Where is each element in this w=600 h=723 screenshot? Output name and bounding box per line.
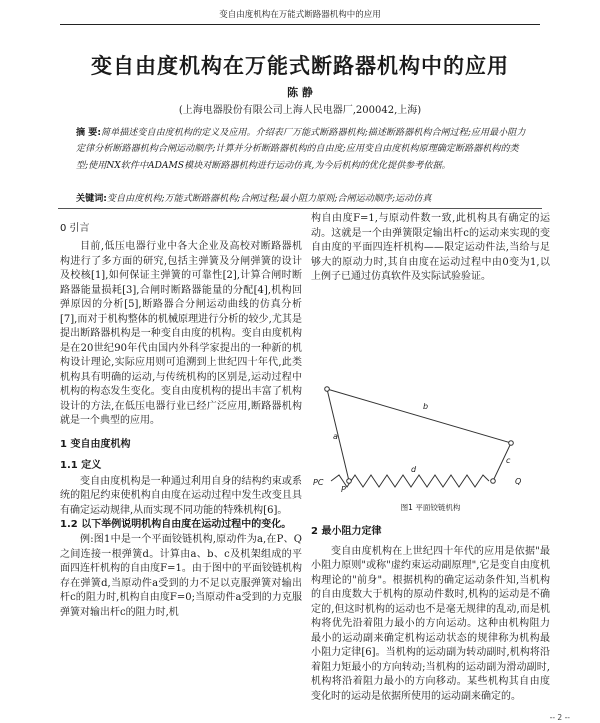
heading-section-1: 1 变自由度机构 [60,438,131,450]
link-b [327,389,511,443]
left-column [60,212,302,620]
label-a: a [333,431,338,441]
abstract-text: 简单描述变自由度机构的定义及应用。介绍表厂万能式断路器机构;描述断路器机构合闸过程;应用最小阻力定律分析断路器机构合闸运动顺序;计算并分析断路器机构的自由度;应用变自由度机构原理确定断路器机构的类型;使用NX软件中ADAMS模块对断路器机构进行运动仿真,为今后机构的优化提供参考依据。 [76,128,526,171]
paper-title: 变自由度机构在万能式断路器机构中的应用 [91,54,509,78]
heading-section-1-2: 1.2 以下举例说明机构自由度在运动过程中的变化。 [60,519,292,530]
definition-paragraph: 变自由度机构是一种通过利用自身的结构约束或系统的阻尼约束使机构自由度在运动过程中发生改变且具有确定运动规律,从而实现不同功能的特殊机构[6]。 [60,475,302,516]
label-pc: PC [313,477,324,487]
author: 陈 静 [287,86,313,99]
label-d: d [411,464,417,474]
linkage-diagram [311,291,550,503]
page-footer: -- 2 -- [549,713,570,722]
keywords [76,192,528,206]
example-paragraph: 例:图1中是一个平面铰链机构,原动件为a,在P、Q之间连接一根弹簧d。计算由a、b、c及机架组成的平面四连杆机构的自由度F=1。由于图中的平面铰链机构存在弹簧d,当原动件a受到的力不足以克服弹簧对输出杆c的阻力时,机构自由度F=0;当原动件a受到的力克服弹簧对输出杆c的阻力时,机 [60,534,302,618]
heading-section-1-1: 1.1 定义 [60,459,102,471]
spring-d [331,475,489,487]
keywords-text: 变自由度机构;万能式断路器机构;合闸过程;最小阻力原则;合闸运动顺序;运动仿真 [106,194,432,204]
label-b: b [423,401,429,411]
heading-section-2: 2 最小阻力定律 [311,525,382,537]
label-c: c [506,455,511,465]
keywords-label: 关键词: [76,194,107,204]
continued-paragraph: 构自由度F=1,与原动件数一致,此机构具有确定的运动。这就是一个由弹簧限定输出杆c的运动来实现的变自由度的平面四连杆机构——限定运动件法,当给与足够大的原动力时,其自由度在运动过程中由0变为1,以上例子已通过仿真软件及实际试验验证。 [311,213,550,282]
figure-caption: 图1 平面铰链机构 [400,502,461,512]
heading-intro: 0 引言 [60,223,90,234]
right-column [311,212,550,704]
pivot-ground-c [491,478,496,483]
pivot-ab [325,386,330,391]
pivot-bc [509,440,514,445]
label-q: Q [515,476,522,486]
abstract [76,125,528,174]
link-a [327,389,349,481]
divider [58,208,542,209]
running-head: 变自由度机构在万能式断路器机构中的应用 [60,8,540,25]
min-resistance-paragraph: 变自由度机构在上世纪四十年代的应用是依据"最小阻力原则"或称"虚约束运动副原理",它是变自由度机构理论的"前身"。根据机构的确定运动条件知,当机构的自由度数大于机构的原动件数时,机构的运动是不确定的,但这时机构的运动也不是毫无规律的乱动,而是机构将优先沿着阻力最小的方向运动。这种由机构阻力最小的运动副来确定机构运动状态的规律称为机构最小阻力定律[6]。当机构的运动副为转动副时,机构将沿着阻力矩最小的方向转动;当机构的运动副为滑动副时,机构将沿着阻力最小的方向移动。某些机构其自由度变化时的运动是依据所使用的运动副来确定的。 [311,545,550,702]
label-p: P [341,484,346,494]
intro-paragraph: 目前,低压电器行业中各大企业及高校对断路器机构进行了多方面的研究,包括主弹簧及分闸弹簧的设计及校核[1],如何保证主弹簧的可靠性[2],计算合闸时断路器能量损耗[3],合闸时断路器能量的分配[4],机构回弹原因的分析[5],断路器合分闸运动曲线的仿真分析[7],而对于机构整体的机械原理进行分析的较少,尤其是提出断路器机构是一种变自由度的机构。变自由度机构是在20世纪90年代由国内外科学家提出的一种新的机构设计理论,实际应用则可追溯到上世纪四十年代,此类机构具有明确的运动,与传统机构的区别是,运动过程中机构的构态发生变化。变自由度机构的提出丰富了机构设计的方法,在低压电器行业已经广泛应用,断路器机构就是一个典型的应用。 [60,241,302,426]
figure-1 [311,291,550,503]
abstract-label: 摘 要: [76,128,101,138]
pivot-ground-a [347,478,352,483]
affiliation: (上海电器股份有限公司上海人民电器厂,200042,上海) [178,105,422,116]
